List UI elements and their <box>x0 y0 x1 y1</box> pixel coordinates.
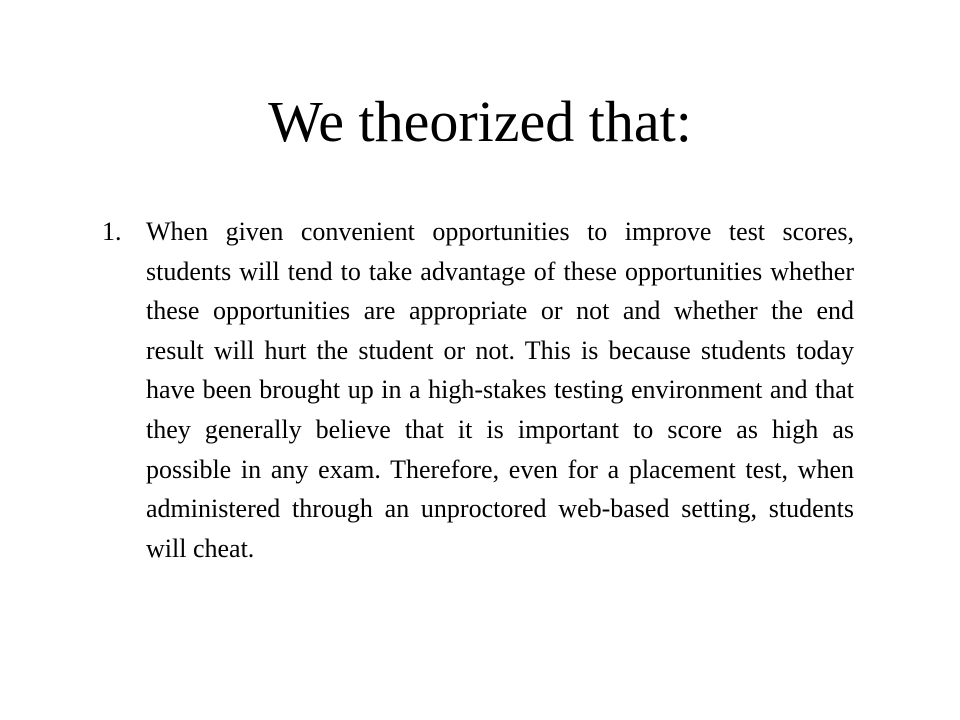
slide-title: We theorized that: <box>268 89 692 154</box>
list-item <box>102 212 854 568</box>
list-item-number: 1. <box>102 217 122 246</box>
list-item-text: When given convenient opportunities to improve test scores, students will tend to take advantage of these opportunities whether these opportunities are appropriate or not and whether the end result will hurt the student or not. This is because students today have been brought up in a high-stakes testing environment and that they generally believe that it is important to score as high as possible in any exam. Therefore, even for a placement test, when administered through an unproctored web-based setting, students will cheat. <box>146 217 854 563</box>
numbered-list <box>102 212 854 568</box>
